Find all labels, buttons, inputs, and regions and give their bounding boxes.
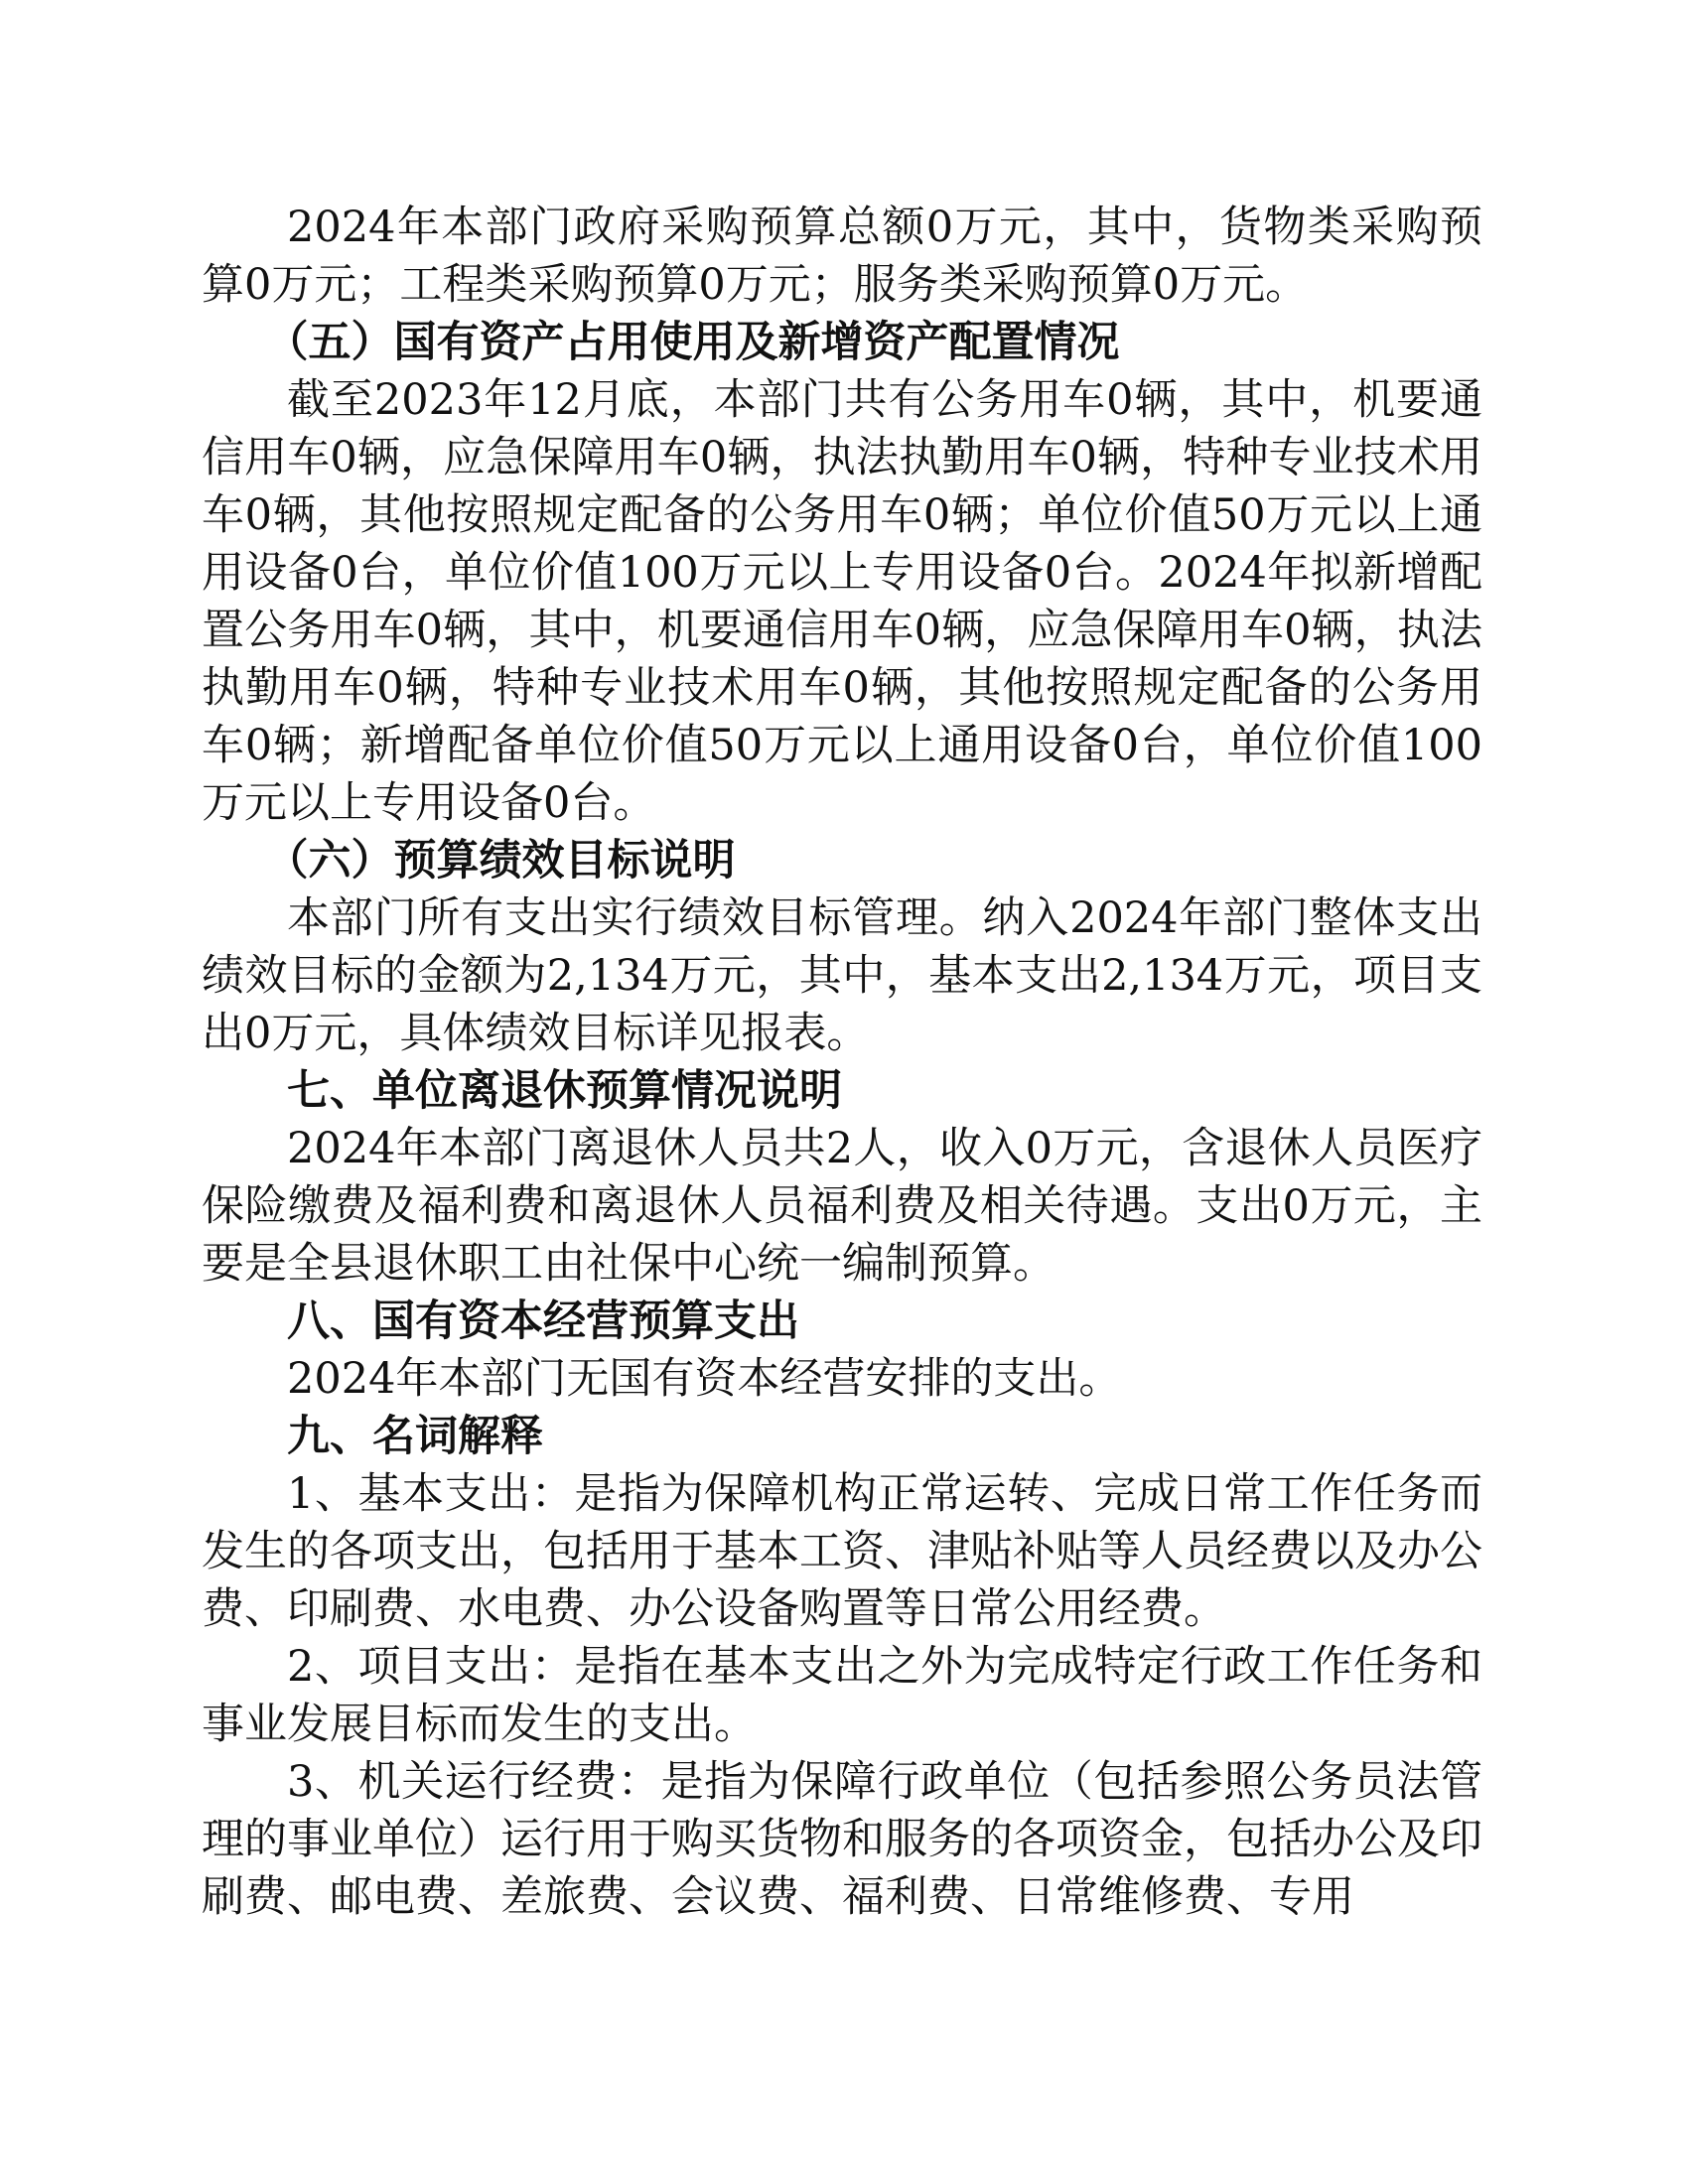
- paragraph-glossary-operating-funds: 3、机关运行经费：是指为保障行政单位（包括参照公务员法管理的事业单位）运行用于购买货物和服务的各项资金，包括办公及印刷费、邮电费、差旅费、会议费、福利费、日常维修费、专用: [202, 1757, 1482, 1922]
- heading-state-capital-budget: 八、国有资本经营预算支出: [287, 1297, 799, 1346]
- heading-glossary: 九、名词解释: [287, 1412, 543, 1461]
- paragraph-glossary-project-expenditure: 2、项目支出：是指在基本支出之外为完成特定行政工作任务和事业发展目标而发生的支出。: [202, 1642, 1482, 1749]
- heading-performance-goals: （六）预算绩效目标说明: [265, 836, 736, 886]
- paragraph-retirement-budget: 2024年本部门离退休人员共2人，收入0万元，含退休人员医疗保险缴费及福利费和离退休人员福利费及相关待遇。支出0万元，主要是全县退休职工由社保中心统一编制预算。: [202, 1124, 1482, 1289]
- heading-state-assets: （五）国有资产占用使用及新增资产配置情况: [265, 318, 1120, 367]
- paragraph-procurement-budget: 2024年本部门政府采购预算总额0万元，其中，货物类采购预算0万元；工程类采购预算0万元；服务类采购预算0万元。: [202, 203, 1482, 310]
- paragraph-state-capital-budget: 2024年本部门无国有资本经营安排的支出。: [287, 1354, 1122, 1404]
- heading-retirement-budget: 七、单位离退休预算情况说明: [287, 1066, 842, 1116]
- paragraph-glossary-basic-expenditure: 1、基本支出：是指为保障机构正常运转、完成日常工作任务而发生的各项支出，包括用于基本工资、津贴补贴等人员经费以及办公费、印刷费、水电费、办公设备购置等日常公用经费。: [202, 1469, 1482, 1634]
- document-page: [202, 199, 1482, 1926]
- paragraph-state-assets: 截至2023年12月底，本部门共有公务用车0辆，其中，机要通信用车0辆，应急保障用车0辆，执法执勤用车0辆，特种专业技术用车0辆，其他按照规定配备的公务用车0辆；单位价值50万元以上通用设备0台，单位价值100万元以上专用设备0台。2024年拟新增配置公务用车0辆，其中，机要通信用车0辆，应急保障用车0辆，执法执勤用车0辆，特种专业技术用车0辆，其他按照规定配备的公务用车0辆；新增配备单位价值50万元以上通用设备0台，单位价值100万元以上专用设备0台。: [202, 375, 1482, 828]
- paragraph-performance-goals: 本部门所有支出实行绩效目标管理。纳入2024年部门整体支出绩效目标的金额为2,134万元，其中，基本支出2,134万元，项目支出0万元，具体绩效目标详见报表。: [202, 893, 1482, 1058]
